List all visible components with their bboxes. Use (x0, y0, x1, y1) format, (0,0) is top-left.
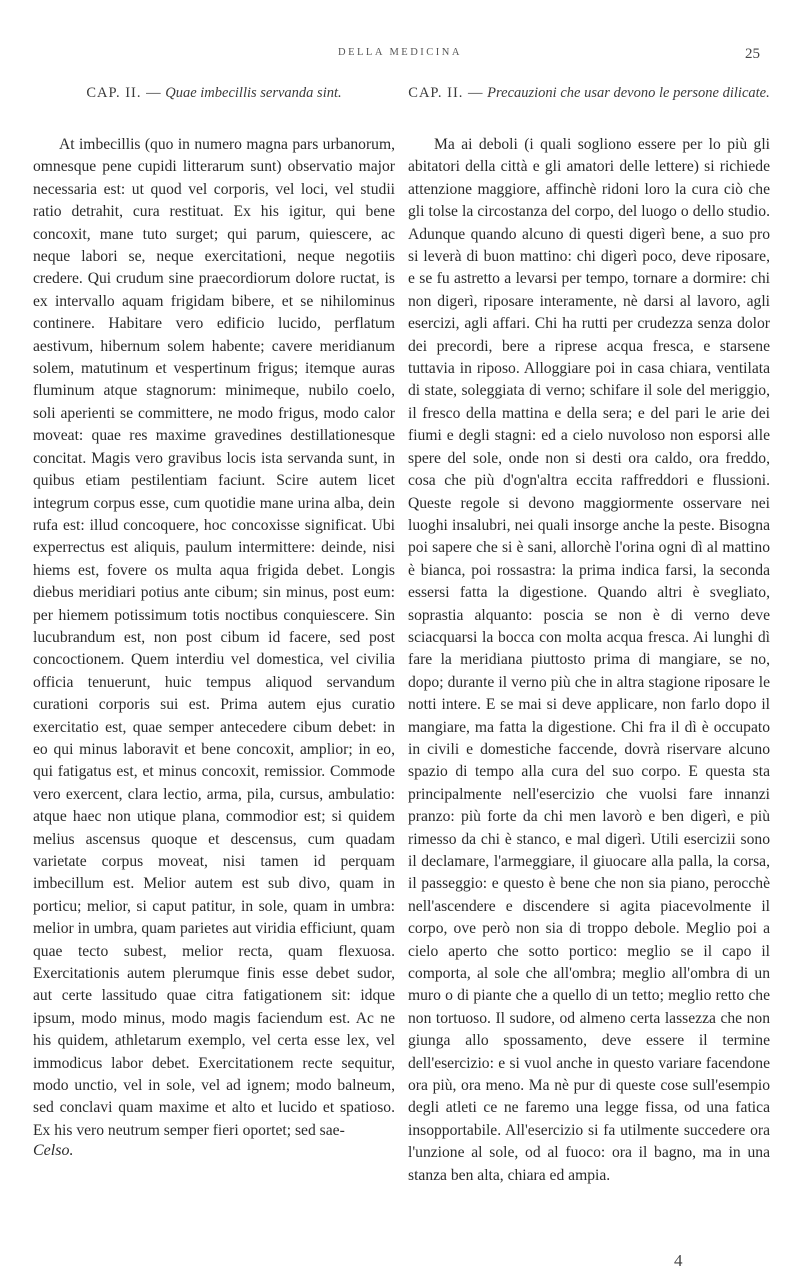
signature-mark: 4 (674, 1251, 683, 1270)
column-gutter (398, 84, 399, 1244)
latin-chapter-heading (33, 84, 395, 122)
italian-chapter-title: Precauzioni che usar devono le persone dilicate. (487, 85, 770, 101)
latin-signature: Celso. (33, 1142, 74, 1160)
latin-chapter-title: Quae imbecillis servanda sint. (165, 85, 342, 101)
latin-column (33, 84, 395, 1160)
italian-chapter-label: CAP. II. — (408, 85, 484, 101)
latin-paragraph: At imbecillis (quo in numero magna pars urbanorum, omnesque pene cupidi litterarum sunt) observatio major necessaria est: ut quod vel corporis, vel loci, vel studii ratio detrahit, cura restituat. Ex his igitur, qui bene concoxit, mane tuto surget; qui parum, quiescere, ac neque labori se, neque exercitationi, neque negotiis credere. Qui crudum sine praecordiorum dolore ructat, is ex intervallo aquam frigidam bibere, et se nihilominus continere. Habitare vero edificio lucido, perflatum aestivum, hibernum solem habente; cavere meridianum solem, matutinum et vespertinum frigus; itemque auras fluminum atque stagnorum: minimeque, nubilo coelo, soli aperienti se committere, ne modo frigus, modo calor moveat: quae res maxime gravedines destillationesque concitat. Magis vero gravibus locis ista servanda sunt, in quibus etiam pestilentiam faciunt. Scire autem licet integrum corpus esse, cum quotidie mane urina alba, dein rufa est: illud concoquere, hoc concoxisse significat. Ubi experrectus est aliquis, paulum intermittere: deinde, nisi hiems est, fovere os multa aqua frigida debet. Longis diebus meridiari potius ante cibum; sin minus, post eum: per hiemem potissimum totis noctibus conquiescere. Sin lucubrandum est, non post cibum id facere, sed post concoctionem. Quem interdiu vel domestica, vel civilia officia tenuerunt, huic tempus aliquod servandum curationi corporis sui est. Prima autem ejus curatio exercitatio est, quae semper antecedere cibum debet: in eo qui minus laboravit et bene concoxit, amplior; in eo, qui fatigatus est, et minus concoxit, remissior. Commode vero exercent, clara lectio, arma, pila, cursus, ambulatio: atque haec non utique plana, commodior est; si quidem melius ascensus quoque et descensus, cum quadam varietate corpus moveat, nisi tamen id perquam imbecillum est. Melior autem est sub divo, quam in porticu; melior, si caput patitur, in sole, quam in umbra: melior in umbra, quam parietes aut viridia efficiunt, quam quae tecto subest, melior recta, quam flexuosa. Exercitationis autem plerumque finis esse debet sudor, aut certe lassitudo quae citra fatigationem sit: idque ipsum, modo minus, modo magis faciendum est. Ac ne his quidem, athletarum exemplo, vel certa esse lex, vel immodicus labor debet. Exercitationem recte sequitur, modo unctio, vel in sole, vel ad ignem; modo balneum, sed conclavi quam maxime et alto et lucido et spatioso. Ex his vero neutrum semper fieri oportet; sed sae- (33, 136, 395, 1139)
italian-column (408, 84, 770, 1187)
latin-chapter-label: CAP. II. — (86, 85, 162, 101)
page-number: 25 (745, 46, 760, 62)
running-head: DELLA MEDICINA (338, 47, 462, 58)
italian-paragraph: Ma ai deboli (i quali sogliono essere per lo più gli abitatori della città e gli amatori delle lettere) si richiede attenzione maggiore, affinchè ridoni loro la cura ciò che gli tolse la circostanza del corpo, del luogo o dello studio. Adunque quando alcuno di questi digerì bene, a suo pro si leverà di buon mattino: chi digerì poco, deve riposare, e se fu astretto a levarsi per tempo, tornare a dormire: chi non digerì, riposare interamente, nè darsi al lavoro, agli esercizi, agli affari. Chi ha rutti per crudezza senza dolor dei precordi, bere a riprese acqua fresca, e starsene tuttavia in riposo. Alloggiare poi in casa chiara, ventilata di state, soleggiata di verno; schifare il sole del meriggio, il fresco della mattina e della sera; e del pari le arie dei fiumi e degli stagni: ed a cielo nuvoloso non esporsi alle spere del sole, onde non si desti ora caldo, ora freddo, cosa che più d'ogn'altra eccita raffreddori e flussioni. Queste regole si devono maggiormente osservare nei luoghi insalubri, nei quali insorge anche la peste. Bisogna poi sapere che si è sani, allorchè l'orina ogni dì al mattino è bianca, poi rossastra: la prima indica farsi, la seconda essersi fatta la digestione. Quando altri è svegliato, soprastia alquanto: poscia se non è di verno deve sciacquarsi la bocca con molta acqua fresca. Ai lunghi dì fare la meridiana piuttosto prima di mangiare, se no, dopo; durante il verno più che in altra stagione riposare le notti intere. E se mai si deve applicare, non farlo dopo il mangiare, ma fatta la digestione. Chi fra il dì è occupato in civili e domestiche faccende, dovrà riservare alcuno spazio di tempo alla cura del suo corpo. E questa sta principalmente nell'esercizio che vuolsi fare innanzi pranzo: più forte da chi men lavorò e ben digerì, e più rimesso da chi è stanco, e mal digerì. Utili esercizii sono il declamare, l'armeggiare, il giuocare alla palla, la corsa, il passeggio: e questo è bene che non sia piano, perocchè nell'ascendere e discendere si agita piacevolmente il corpo, ove però non sia di troppo debole. Meglio poi a cielo aperto che sotto portico: meglio se il capo il comporta, al sole che all'ombra; meglio all'ombra di un muro o di piante che a quello di un tetto; meglio retto che non tortuoso. Il sudore, od almeno certa lassezza che non giunga allo spossamento, deve essere il termine dell'esercizio: e si vuol anche in questo variare facendone ora più, ora meno. Ma nè pur di queste cose sull'esempio degli atleti ce ne faremo una legge fissa, od una fatica insopportabile. All'esercizio si fa utilmente succedere ora l'unzione al sole, od al fuoco: ora il bagno, ma in una stanza ben alta, chiara ed ampia. (408, 136, 770, 1184)
italian-chapter-heading (408, 84, 770, 122)
